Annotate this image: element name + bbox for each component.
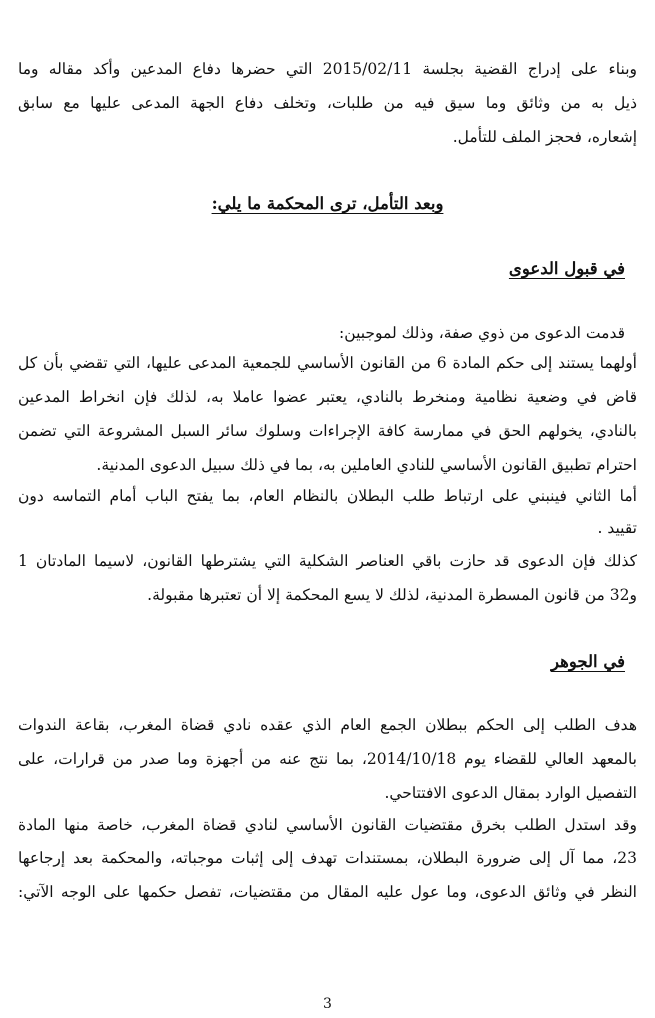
- admissibility-line-2: أولهما يستند إلى حكم المادة 6 من القانون الأساسي للجمعية المدعى عليها، التي تقضي بأن كل: [18, 354, 637, 372]
- merits-line-4: وقد استدل الطلب بخرق مقتضيات القانون الأساسي لنادي قضاة المغرب، خاصة منها المادة: [18, 816, 637, 834]
- admissibility-line-9: و32 من قانون المسطرة المدنية، لذلك لا يسع المحكمة إلا أن تعتبرها مقبولة.: [147, 586, 637, 604]
- admissibility-line-8: كذلك فإن الدعوى قد حازت باقي العناصر الشكلية التي يشترطها القانون، لاسيما المادتان 1: [18, 552, 637, 570]
- merits-line-3: التفصيل الوارد بمقال الدعوى الافتتاحي.: [384, 784, 637, 802]
- page-number: 3: [323, 996, 332, 1012]
- paragraph-1-line-3: إشعاره، فحجز الملف للتأمل.: [452, 128, 637, 146]
- deliberation-heading: وبعد التأمل، ترى المحكمة ما يلي:: [211, 194, 444, 213]
- paragraph-1-line-2: ذيل به من وثائق وما سيق فيه من طلبات، وتخلف دفاع الجهة المدعى عليها مع سابق: [18, 94, 637, 112]
- merits-line-6: النظر في وثائق الدعوى، وما عول عليه المقال من مقتضيات، تفصل حكمها على الوجه الآتي:: [18, 883, 637, 901]
- merits-line-1: هدف الطلب إلى الحكم ببطلان الجمع العام الذي عقده نادي قضاة المغرب، بقاعة الندوات: [18, 716, 637, 734]
- merits-line-2: بالمعهد العالي للقضاء يوم 2014/10/18، بما نتج عنه من أجهزة وما صدر من قرارات، على: [18, 750, 637, 768]
- admissibility-line-4: بالنادي، يخولهم الحق في ممارسة كافة الإجراءات وسلوك سائر السبل المشروعة التي تضمن: [18, 422, 637, 440]
- admissibility-line-5: احترام تطبيق القانون الأساسي للنادي العاملين به، بما في ذلك سبيل الدعوى المدنية.: [96, 456, 637, 474]
- merits-line-5: 23، مما آل إلى ضرورة البطلان، بمستندات تهدف إلى إثبات موجباته، والمحكمة بعد إرجاعها: [18, 849, 637, 867]
- admissibility-line-1: قدمت الدعوى من ذوي صفة، وذلك لموجبين:: [339, 324, 625, 342]
- merits-heading: في الجوهر: [551, 652, 625, 671]
- admissibility-line-6: أما الثاني فينبني على ارتباط طلب البطلان بالنظام العام، بما يفتح الباب أمام التماسه دون: [18, 487, 637, 505]
- admissibility-line-3: قاض في وضعية نظامية ومنخرط بالنادي، يعتبر عضوا عاملا به، لذلك فإن انخراط المدعين: [18, 388, 637, 406]
- paragraph-1-line-1: وبناء على إدراج القضية بجلسة 2015/02/11 التي حضرها دفاع المدعين وأكد مقاله وما: [18, 60, 637, 78]
- admissibility-heading: في قبول الدعوى: [508, 259, 625, 278]
- admissibility-line-7: تقييد .: [597, 519, 637, 537]
